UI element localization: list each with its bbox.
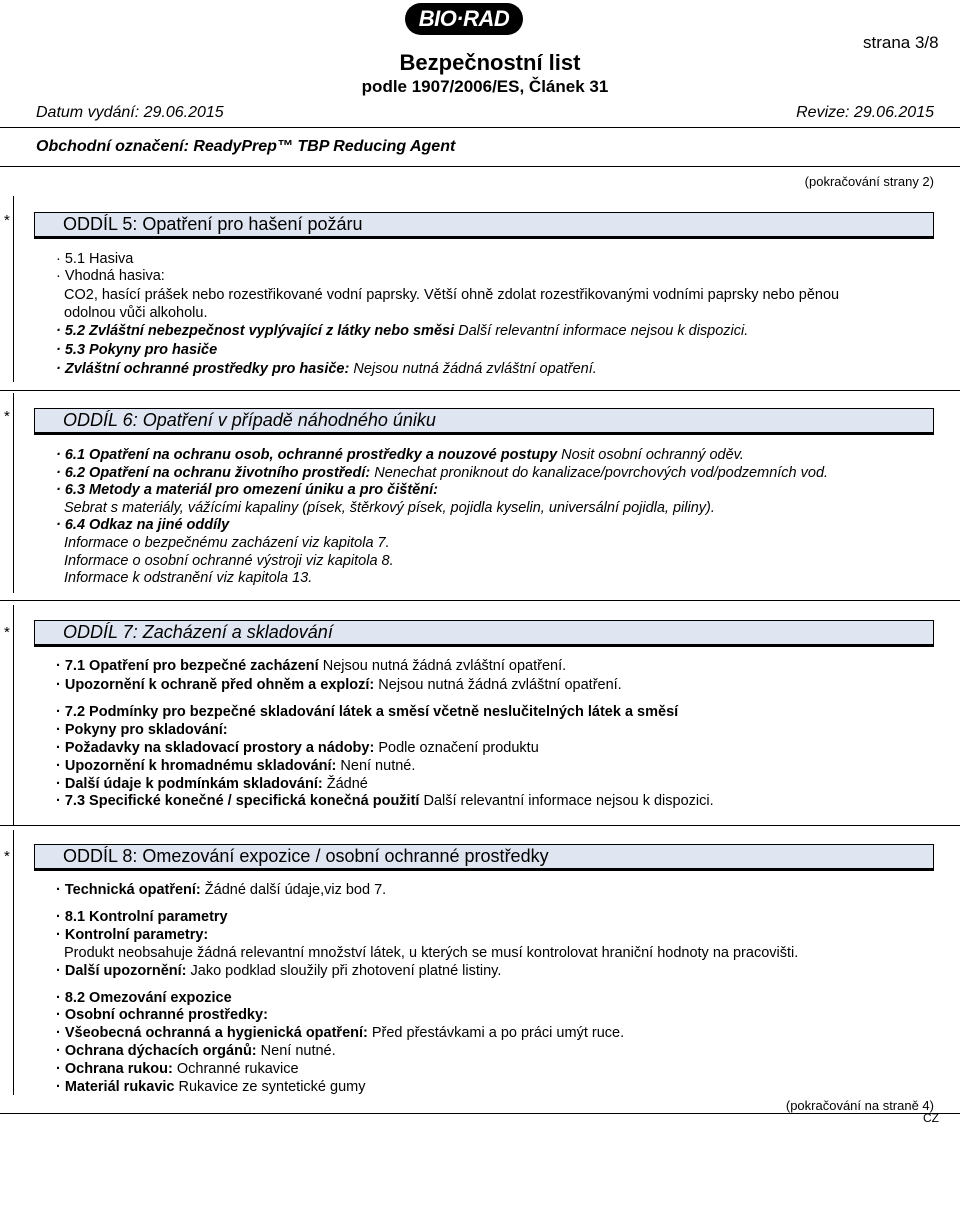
page-number: strana 3/8: [863, 33, 939, 52]
change-marker: *: [4, 848, 10, 865]
s8-line: [56, 963, 501, 979]
s8-text: Rukavice ze syntetické gumy: [174, 1079, 366, 1095]
s8-label: · Ochrana dýchacích orgánů:: [56, 1043, 257, 1059]
s7-label: · 7.1 Opatření pro bezpečné zacházení: [56, 658, 319, 674]
s6-line: [56, 447, 744, 463]
s8-line: [56, 927, 208, 943]
s8-label: · Kontrolní parametry:: [56, 927, 209, 943]
section-7-margin-line: [13, 605, 14, 825]
product-name: Obchodní označení: ReadyPrep™ TBP Reducing Agent: [36, 138, 456, 155]
s7-line: [56, 722, 228, 738]
section-5-title: ODDÍL 5: Opatření pro hašení požáru: [34, 212, 934, 237]
s7-label: · 7.2 Podmínky pro bezpečné skladování látek a směsí včetně neslučitelných látek a směsí: [56, 704, 679, 720]
s7-text: Nejsou nutná žádná zvláštní opatření.: [318, 658, 567, 674]
section-5-margin-line: [13, 196, 14, 382]
s6-line: [56, 517, 229, 533]
section-8-margin-line: [13, 830, 14, 1095]
s6-line: Sebrat s materiály, vážícími kapaliny (písek, štěrkový písek, pojidla kyselin, universální pojidla, piliny).: [64, 500, 715, 516]
s7-line: [56, 658, 566, 674]
s5-line: CO2, hasící prášek nebo rozestřikované vodní paprsky. Větší ohně zdolat rozestřikovanými vodními paprsky nebo pěnou: [64, 287, 840, 303]
s7-line: [56, 758, 415, 774]
change-marker: *: [4, 624, 10, 641]
s7-text: Žádné: [322, 776, 368, 792]
section-8-title: ODDÍL 8: Omezování expozice / osobní ochranné prostředky: [34, 844, 934, 869]
section-divider: [0, 600, 960, 601]
s6-label: · 6.1 Opatření na ochranu osob, ochranné prostředky a nouzové postupy: [56, 447, 558, 463]
section-6-margin-line: [13, 393, 14, 593]
s5-label: · 5.2 Zvláštní nebezpečnost vyplývající z látky nebo směsi: [56, 323, 455, 339]
s5-line: odolnou vůči alkoholu.: [64, 305, 208, 321]
s6-line: Informace o bezpečnému zacházení viz kapitola 7.: [64, 535, 390, 551]
document-title: Bezpečnostní list: [399, 50, 581, 75]
bio-rad-logo: BIO·RAD: [405, 3, 523, 35]
s8-line: [56, 1043, 336, 1059]
s5-line: [56, 323, 748, 339]
s8-text: Není nutné.: [256, 1043, 336, 1059]
s6-line: [56, 465, 828, 481]
s8-text: Ochranné rukavice: [172, 1061, 299, 1077]
s8-line: [56, 1007, 268, 1023]
s7-text: Další relevantní informace nejsou k dispozici.: [419, 793, 714, 809]
s8-label: · Technická opatření:: [56, 882, 201, 898]
document-subtitle: podle 1907/2006/ES, Článek 31: [361, 77, 609, 96]
s8-label: · Ochrana rukou:: [56, 1061, 173, 1077]
s5-text: Další relevantní informace nejsou k dispozici.: [454, 323, 749, 339]
s8-text: Žádné další údaje,viz bod 7.: [200, 882, 387, 898]
s5-label: · 5.3 Pokyny pro hasiče: [56, 342, 218, 358]
s8-label: · 8.1 Kontrolní parametry: [56, 909, 228, 925]
s6-label: · 6.4 Odkaz na jiné oddíly: [56, 517, 230, 533]
header-divider: [0, 127, 960, 128]
change-marker: *: [4, 408, 10, 425]
s7-label: · Upozornění k ochraně před ohněm a explozí:: [56, 677, 375, 693]
continued-from: (pokračování strany 2): [804, 174, 934, 189]
revision-date: Revize: 29.06.2015: [796, 104, 934, 121]
s7-label: · Další údaje k podmínkám skladování:: [56, 776, 323, 792]
s8-label: · Materiál rukavic: [56, 1079, 175, 1095]
s8-label: · Všeobecná ochranná a hygienická opatření:: [56, 1025, 368, 1041]
s6-label: · 6.2 Opatření na ochranu životního prostředí:: [56, 465, 371, 481]
s6-text: Nosit osobní ochranný oděv.: [557, 447, 744, 463]
s8-label: · Další upozornění:: [56, 963, 187, 979]
s7-line: [56, 677, 622, 693]
s6-line: Informace k odstranění viz kapitola 13.: [64, 570, 313, 586]
s7-label: · Požadavky na skladovací prostory a nádoby:: [56, 740, 375, 756]
s5-line: [56, 361, 597, 377]
s8-line: [56, 882, 386, 898]
issue-date: Datum vydání: 29.06.2015: [36, 104, 224, 121]
s8-line: [56, 1061, 299, 1077]
s8-line: Produkt neobsahuje žádná relevantní množství látek, u kterých se musí kontrolovat hraniční hodnoty na pracovišti.: [64, 945, 799, 961]
s8-line: [56, 909, 228, 925]
s5-text: Nejsou nutná žádná zvláštní opatření.: [349, 361, 597, 377]
s6-label: · 6.3 Metody a materiál pro omezení úniku a pro čištění:: [56, 482, 438, 498]
s8-text: Před přestávkami a po práci umýt ruce.: [367, 1025, 625, 1041]
s6-line: Informace o osobní ochranné výstroji viz kapitola 8.: [64, 553, 394, 569]
s8-line: [56, 1025, 624, 1041]
s7-label: · Pokyny pro skladování:: [56, 722, 228, 738]
s8-label: · Osobní ochranné prostředky:: [56, 1007, 268, 1023]
s8-label: · 8.2 Omezování expozice: [56, 990, 232, 1006]
s7-line: [56, 793, 714, 809]
s7-label: · Upozornění k hromadnému skladování:: [56, 758, 337, 774]
s5-line: · Vhodná hasiva:: [56, 268, 165, 284]
s8-line: [56, 1079, 365, 1095]
section-divider: [0, 390, 960, 391]
s8-line: [56, 990, 232, 1006]
footer-divider: [0, 1113, 960, 1114]
section-7-title: ODDÍL 7: Zacházení a skladování: [34, 620, 934, 645]
s5-line: [56, 342, 217, 358]
s7-line: [56, 704, 678, 720]
s7-text: Nejsou nutná žádná zvláštní opatření.: [374, 677, 622, 693]
s5-line: · 5.1 Hasiva: [56, 251, 134, 267]
change-marker: *: [4, 212, 10, 229]
section-6-title: ODDÍL 6: Opatření v případě náhodného úniku: [34, 408, 934, 433]
product-divider: [0, 166, 960, 167]
s7-text: Není nutné.: [336, 758, 416, 774]
continued-to: (pokračování na straně 4): [785, 1098, 934, 1113]
section-divider: [0, 825, 960, 826]
language-code: CZ: [923, 1111, 939, 1125]
s8-text: Jako podklad sloužily při zhotovení platné listiny.: [186, 963, 502, 979]
s5-label: · Zvláštní ochranné prostředky pro hasiče:: [56, 361, 350, 377]
s7-line: [56, 740, 539, 756]
s7-text: Podle označení produktu: [374, 740, 539, 756]
s7-line: [56, 776, 368, 792]
s6-line: [56, 482, 438, 498]
s6-text: Nenechat proniknout do kanalizace/povrchových vod/podzemních vod.: [370, 465, 829, 481]
s7-label: · 7.3 Specifické konečné / specifická konečná použití: [56, 793, 420, 809]
